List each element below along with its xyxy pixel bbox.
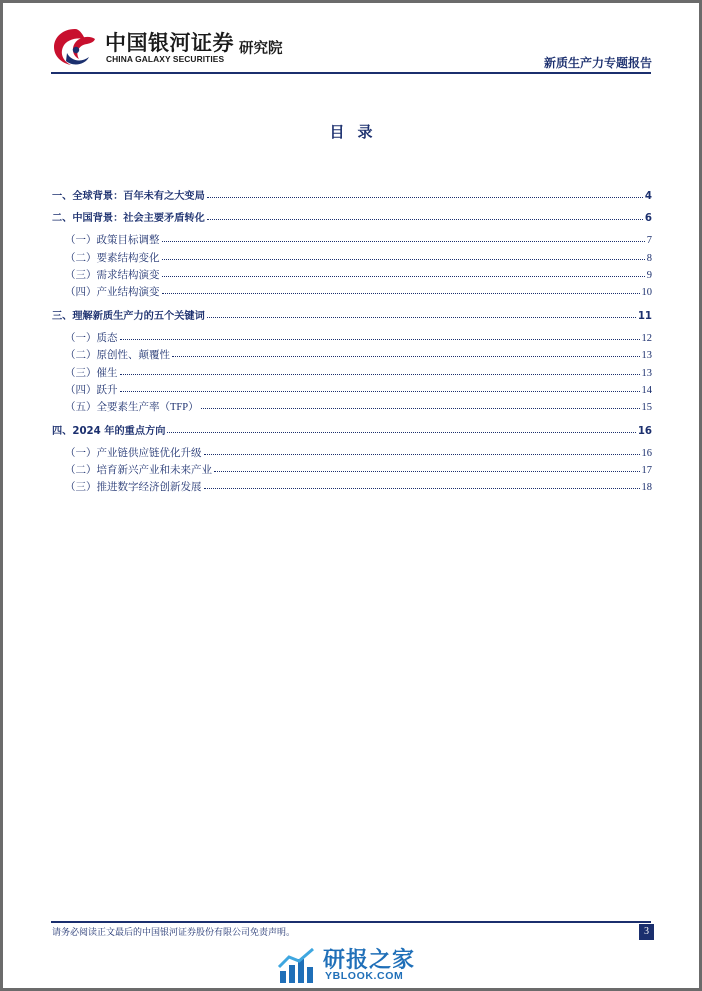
document-page bbox=[3, 3, 699, 988]
toc-entry-page: 13 bbox=[641, 368, 652, 379]
toc-entry-text: （五）全要素生产率（TFP） bbox=[65, 402, 199, 413]
toc-entry-page: 18 bbox=[641, 482, 652, 493]
toc-dot-leader bbox=[172, 355, 640, 357]
toc-entry[interactable] bbox=[52, 347, 652, 363]
toc-entry[interactable] bbox=[52, 307, 652, 323]
toc-entry-page: 12 bbox=[641, 333, 652, 344]
toc-entry[interactable] bbox=[52, 479, 652, 495]
toc-dot-leader bbox=[204, 453, 640, 455]
toc-entry-text: （一）政策目标调整 bbox=[65, 235, 160, 246]
toc-dot-leader bbox=[120, 373, 640, 375]
disclaimer-text: 请务必阅读正文最后的中国银河证券股份有限公司免责声明。 bbox=[52, 928, 296, 938]
watermark-name: 研报之家 bbox=[323, 948, 416, 973]
toc-dot-leader bbox=[120, 338, 640, 340]
brand-name-chinese: 中国银河证券 bbox=[105, 31, 234, 55]
toc-entry[interactable] bbox=[52, 462, 652, 478]
toc-entry-text: （一）质态 bbox=[65, 333, 118, 344]
toc-entry-text: （二）要素结构变化 bbox=[65, 253, 160, 264]
toc-dot-leader bbox=[162, 292, 640, 294]
galaxy-logo-icon bbox=[49, 25, 101, 69]
toc-entry-text: （一）产业链供应链优化升级 bbox=[65, 448, 202, 459]
toc-dot-leader bbox=[201, 407, 640, 409]
toc-entry-page: 17 bbox=[641, 465, 652, 476]
toc-dot-leader bbox=[120, 390, 640, 392]
toc-entry[interactable] bbox=[52, 267, 652, 283]
toc-entry[interactable] bbox=[52, 209, 652, 225]
toc-entry-text: 二、中国背景：社会主要矛盾转化 bbox=[52, 213, 205, 224]
toc-dot-leader bbox=[214, 470, 640, 472]
toc-entry-text: （四）产业结构演变 bbox=[65, 287, 160, 298]
toc-entry-text: （二）培育新兴产业和未来产业 bbox=[65, 465, 212, 476]
toc-entry-text: （三）需求结构演变 bbox=[65, 270, 160, 281]
toc-entry-page: 11 bbox=[637, 311, 652, 322]
toc-entry-text: （三）催生 bbox=[65, 368, 118, 379]
toc-entry[interactable] bbox=[52, 284, 652, 300]
toc-entry[interactable] bbox=[52, 365, 652, 381]
toc-entry-text: 一、全球背景：百年未有之大变局 bbox=[52, 191, 205, 202]
toc-dot-leader bbox=[207, 196, 643, 198]
page-number-badge: 3 bbox=[639, 924, 654, 940]
toc-entry[interactable] bbox=[52, 330, 652, 346]
toc-dot-leader bbox=[207, 316, 636, 318]
header-divider bbox=[51, 72, 651, 74]
toc-dot-leader bbox=[162, 240, 645, 242]
toc-entry-page: 9 bbox=[646, 270, 652, 281]
toc-entry-text: （二）原创性、颠覆性 bbox=[65, 350, 170, 361]
toc-entry-page: 16 bbox=[641, 448, 652, 459]
toc-dot-leader bbox=[167, 431, 635, 433]
toc-entry[interactable] bbox=[52, 187, 652, 203]
toc-entry-page: 14 bbox=[641, 385, 652, 396]
toc-entry-page: 4 bbox=[644, 191, 652, 202]
toc-dot-leader bbox=[207, 218, 643, 220]
footer-divider bbox=[51, 921, 651, 923]
toc-entry[interactable] bbox=[52, 399, 652, 415]
toc-entry-page: 8 bbox=[646, 253, 652, 264]
institute-label: 研究院 bbox=[239, 41, 283, 57]
toc-entry-text: （四）跃升 bbox=[65, 385, 118, 396]
toc-entry-text: 四、2024 年的重点方向 bbox=[52, 426, 166, 437]
watermark-url: YBLOOK.COM bbox=[325, 970, 404, 982]
toc-entry-page: 15 bbox=[641, 402, 652, 413]
toc-entry[interactable] bbox=[52, 422, 652, 438]
toc-entry[interactable] bbox=[52, 250, 652, 266]
report-type-label: 新质生产力专题报告 bbox=[543, 56, 652, 70]
toc-dot-leader bbox=[204, 487, 640, 489]
toc-title: 目录 bbox=[329, 123, 386, 141]
toc-entry-page: 10 bbox=[641, 287, 652, 298]
toc-entry[interactable] bbox=[52, 382, 652, 398]
toc-entry-text: （三）推进数字经济创新发展 bbox=[65, 482, 202, 493]
toc-entry-page: 13 bbox=[641, 350, 652, 361]
watermark-chart-icon bbox=[277, 947, 317, 985]
brand-name-english: CHINA GALAXY SECURITIES bbox=[106, 54, 225, 64]
toc-entry-page: 7 bbox=[646, 235, 652, 246]
toc-entry-text: 三、理解新质生产力的五个关键词 bbox=[52, 311, 205, 322]
toc-entry[interactable] bbox=[52, 445, 652, 461]
toc-entry[interactable] bbox=[52, 232, 652, 248]
toc-dot-leader bbox=[162, 258, 645, 260]
toc-dot-leader bbox=[162, 275, 645, 277]
toc-entry-page: 6 bbox=[644, 213, 652, 224]
toc-entry-page: 16 bbox=[637, 426, 652, 437]
